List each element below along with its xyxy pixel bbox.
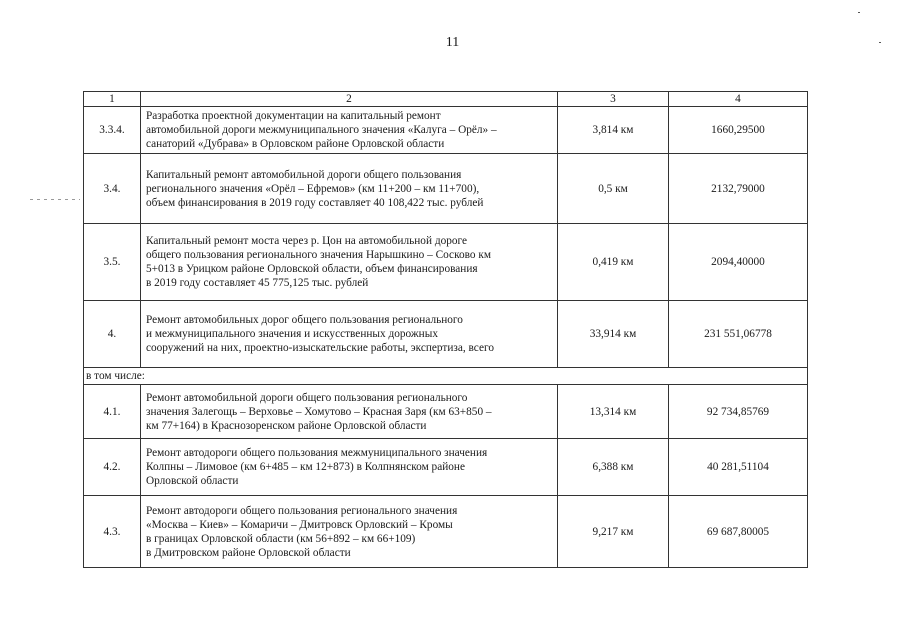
row-description (141, 107, 558, 154)
description-line: Разработка проектной документации на капитальный ремонт (146, 110, 441, 122)
row-description (141, 439, 558, 496)
description-line: санаторий «Дубрава» в Орловском районе Орловской области (146, 138, 445, 150)
row-description (141, 154, 558, 224)
description-line: в 2019 году составляет 45 775,125 тыс. рублей (146, 277, 369, 289)
row-cost: 2132,79000 (669, 154, 808, 224)
row-cost: 40 281,51104 (669, 439, 808, 496)
description-line: «Москва – Киев» – Комаричи – Дмитровск Орловский – Кромы (146, 518, 453, 531)
row-length: 33,914 км (558, 301, 669, 368)
table-row (84, 496, 808, 568)
row-number: 4.2. (84, 439, 141, 496)
row-description (141, 496, 558, 568)
table-row (84, 224, 808, 301)
description-line: Орловской области (146, 475, 239, 487)
table-row (84, 154, 808, 224)
scan-dash (30, 199, 80, 200)
description-line: регионального значения «Орёл – Ефремов» (км 11+200 – км 11+700), (146, 182, 480, 195)
description-line: Ремонт автодороги общего пользования регионального значения (146, 504, 458, 517)
row-number: 4. (84, 301, 141, 368)
row-cost: 69 687,80005 (669, 496, 808, 568)
scan-speck (879, 42, 881, 43)
description-line: Капитальный ремонт автомобильной дороги общего пользования (146, 168, 462, 181)
scan-speck (858, 12, 860, 13)
description-line: сооружений на них, проектно-изыскательские работы, экспертиза, всего (146, 342, 494, 354)
description-line: Колпны – Лимовое (км 6+485 – км 12+873) в Колпнянском районе (146, 461, 465, 473)
row-number: 4.3. (84, 496, 141, 568)
row-length: 0,419 км (558, 224, 669, 301)
description-line: 5+013 в Урицком районе Орловской области, объем финансирования (146, 263, 478, 275)
description-line: объем финансирования в 2019 году составляет 40 108,422 тыс. рублей (146, 196, 484, 209)
column-number-row (84, 92, 808, 107)
page-number: 11 (445, 35, 460, 50)
row-number: 3.3.4. (84, 107, 141, 154)
data-table (83, 91, 808, 568)
row-cost: 1660,29500 (669, 107, 808, 154)
column-header: 1 (84, 92, 141, 107)
description-line: и межмуниципального значения и искусственных дорожных (146, 328, 438, 340)
table-row (84, 107, 808, 154)
description-line: Ремонт автомобильных дорог общего пользования регионального (146, 314, 463, 326)
row-length: 0,5 км (558, 154, 669, 224)
description-line: общего пользования регионального значения Нарышкино – Сосково км (146, 249, 492, 261)
description-line: в Дмитровском районе Орловской области (146, 546, 351, 559)
row-number: 3.4. (84, 154, 141, 224)
subheader-row (84, 368, 808, 385)
column-header: 3 (558, 92, 669, 107)
description-line: автомобильной дороги межмуниципального значения «Калуга – Орёл» – (146, 124, 497, 136)
row-description (141, 301, 558, 368)
table-row (84, 385, 808, 439)
row-cost: 2094,40000 (669, 224, 808, 301)
column-header: 4 (669, 92, 808, 107)
row-number: 4.1. (84, 385, 141, 439)
description-line: в границах Орловской области (км 56+892 – км 66+109) (146, 532, 416, 545)
row-description (141, 224, 558, 301)
row-length: 3,814 км (558, 107, 669, 154)
row-length: 13,314 км (558, 385, 669, 439)
row-number: 3.5. (84, 224, 141, 301)
subheader-label: в том числе: (84, 368, 808, 385)
description-line: км 77+164) в Краснозоренском районе Орловской области (146, 419, 427, 432)
table-row (84, 439, 808, 496)
row-cost: 231 551,06778 (669, 301, 808, 368)
description-line: значения Залегощь – Верховье – Хомутово – Красная Заря (км 63+850 – (146, 405, 492, 418)
table-row (84, 301, 808, 368)
description-line: Ремонт автомобильной дороги общего пользования регионального (146, 391, 468, 404)
column-header: 2 (141, 92, 558, 107)
row-length: 9,217 км (558, 496, 669, 568)
description-line: Ремонт автодороги общего пользования межмуниципального значения (146, 447, 488, 459)
row-length: 6,388 км (558, 439, 669, 496)
row-description (141, 385, 558, 439)
description-line: Капитальный ремонт моста через р. Цон на автомобильной дороге (146, 235, 468, 247)
row-cost: 92 734,85769 (669, 385, 808, 439)
